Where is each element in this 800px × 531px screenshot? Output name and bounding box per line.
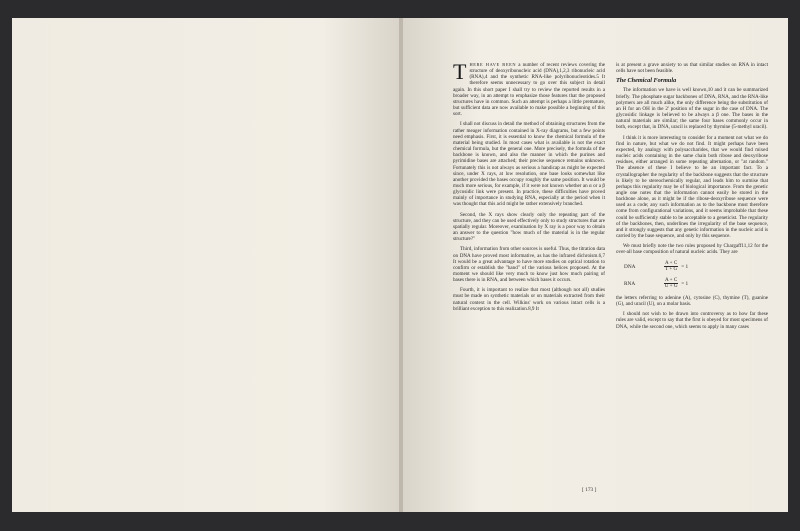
opening-paragraph	[453, 59, 605, 118]
paragraph: Second, the X rays show clearly only the repeating part of the structure, and they can be used effectively only to study structures that are spatially regular. Moreover, examination by X ray is a poor way to obtain an answer to the question "how much of the material is in the regular structure?"	[453, 211, 605, 243]
lead-smallcaps: HERE HAVE BEEN	[469, 62, 517, 67]
numerator: A + C	[665, 259, 678, 266]
paragraph: The information we have is well known,10 and it can be summarized briefly. The phosphate sugar backbones of DNA, RNA, and the RNA-like polymers are all much alike, the only difference being the substitution of an H for an OH in the 2' position of the sugar in the case of DNA. The glycosidic linkage is believed to be always a β one. The bases in the natural materials are similar; the same four bases commonly occur in both, except that, in DNA, uracil is replaced by thymine (5-methyl uracil).	[616, 87, 768, 131]
left-page-blank	[12, 18, 400, 512]
formula-label: DNA	[624, 263, 636, 270]
paragraph: We must briefly note the two rules proposed by Chargaff11,12 for the over-all base composition of natural nucleic acids. They are	[616, 243, 768, 256]
paragraph: is at present a grave anxiety to us that similar studies on RNA in intact cells have not been feasible.	[616, 62, 768, 75]
formula-result: = 1	[681, 280, 689, 287]
paragraph: I shall not discuss in detail the method of obtaining structures from the rather meager information contained in X-ray diagrams, but a few points need emphasis. First, it is essential to know the chemical formula of the material being studied. In most cases what is available is not the exact chemical formula, but the general one. More precisely, the formula of the backbone is known, and also the manner in which the purines and pyrimidine bases are attached; their precise sequence remains unknown. Fortunately this is not always as serious a handicap as might be expected since, under X rays, at low resolution, one base looks somewhat like another provided the bases occupy roughly the same position. It would be much more serious, for example, if it were not known whether an α or a β glycosidic link were present. In practice, these difficulties have proved mainly of importance in studying RNA, especially at the period when it was thought that this acid might be rather extensively branched.	[453, 121, 605, 208]
paragraph: I think it is more interesting to consider for a moment not what we do find in nature, but what we do not find. It might perhaps have been expected, by analogy with polysaccharides, that we would find mixed nucleic acids containing in the same chain both ribose and deoxyribose residues, either arranged in some repeating alternation, or "at random." The absence of these I believe to be an important fact. To a crystallographer the regularity of the backbone suggests that the structure is likely to be stereochemically regular, and leads him to surmise that perhaps this regularity may be of biological importance. From the genetic angle one notes that the information cannot easily be stored in the backbone alone, as it might be if the ribose-deoxyribose sequence were used as a code; any such information as to the backbone must therefore come from configurational variations, and it seems improbable that these could be sufficiently stable to be acceptable to a geneticist. The regularity of the backbones, then, underlines the irregularity of the base sequence, and it strongly suggests that any genetic information in the nucleic acid is carried by the base sequence, and only by this sequence.	[616, 134, 768, 240]
section-heading: The Chemical Formula	[616, 77, 677, 85]
formula-dna	[624, 261, 768, 273]
text-column-left	[453, 59, 605, 316]
paragraph: I should not wish to be drawn into controversy as to how far these rules are valid, except to say that the first is obeyed for most specimens of DNA, while the second one, which seems to apply in many cases	[616, 311, 768, 330]
denominator: U + G	[664, 283, 678, 290]
page-number: [ 173 ]	[582, 487, 597, 493]
formula-fraction	[664, 278, 678, 290]
book-gutter	[399, 18, 403, 512]
numerator: A + C	[665, 276, 678, 283]
paragraph: Third, information from other sources is useful. Thus, the titration data on DNA have proved most informative, as has the infrared dichroism.6,7 It would be a great advantage to have more studies on optical rotation to confirm or establish the "hand" of the various helices proposed. At the moment we should like very much to know just how much pairing of bases there is in RNA, and between which bases it occurs.	[453, 246, 605, 284]
text-column-right	[616, 62, 768, 334]
formula-label: RNA	[624, 280, 636, 287]
denominator: T + G	[665, 266, 678, 273]
paragraph: Fourth, it is important to realize that most (although not all) studies must be made on synthetic materials or on materials extracted from their natural context in the cell. Wilkins' work on various intact cells is a brilliant exception to this realization.8,9 It	[453, 287, 605, 312]
formula-fraction	[664, 261, 678, 273]
formula-result: = 1	[681, 263, 689, 270]
formula-rna	[624, 278, 768, 290]
paragraph-text: a number of recent reviews covering the structure of deoxyribonucleic acid (DNA),1,2,3 ribonucleic acid (RNA),4 and the synthetic RNA-like polyribonucleotides.5 It therefore seems unnecessary to go over this subject in detail again. In this short paper I shall try to review the reported results in a broader way, in an attempt to emphasize those features that the proposed structures have in common. Such an attempt is perhaps a little premature, but sufficient data are now available to make possible a beginning of this sort.	[453, 62, 605, 118]
paragraph: the letters referring to adenine (A), cytosine (C), thymine (T), guanine (G), and uracil (U), on a molar basis.	[616, 294, 768, 308]
drop-cap: T	[453, 59, 467, 84]
